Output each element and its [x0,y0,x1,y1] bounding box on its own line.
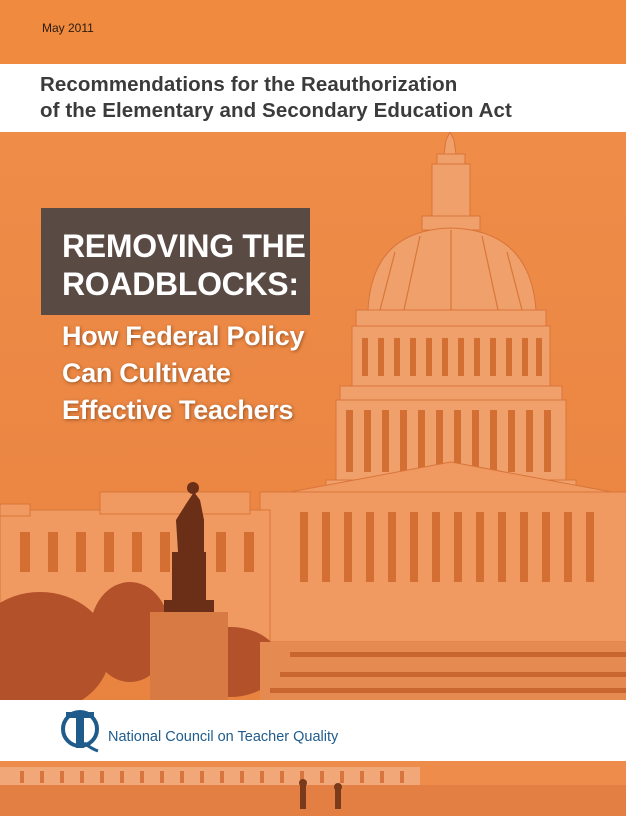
top-band [0,0,626,64]
nctq-logo-icon [60,709,100,753]
bottom-photo-strip [0,761,626,816]
subtitle-line-2: Can Cultivate [62,358,231,388]
report-title-line-1: Recommendations for the Reauthorization [40,73,458,96]
footer-band [0,700,626,761]
subtitle-line-3: Effective Teachers [62,395,294,425]
headline-line-1: REMOVING THE [62,228,306,264]
report-title-line-2: of the Elementary and Secondary Education Act [40,99,512,122]
headline-line-2: ROADBLOCKS: [62,266,299,302]
publication-date: May 2011 [42,21,94,35]
title-band [0,64,626,132]
headline-box [41,208,310,315]
organization-name: National Council on Teacher Quality [108,729,339,745]
plaza-illustration [0,761,626,816]
subtitle-line-1: How Federal Policy [62,321,305,351]
